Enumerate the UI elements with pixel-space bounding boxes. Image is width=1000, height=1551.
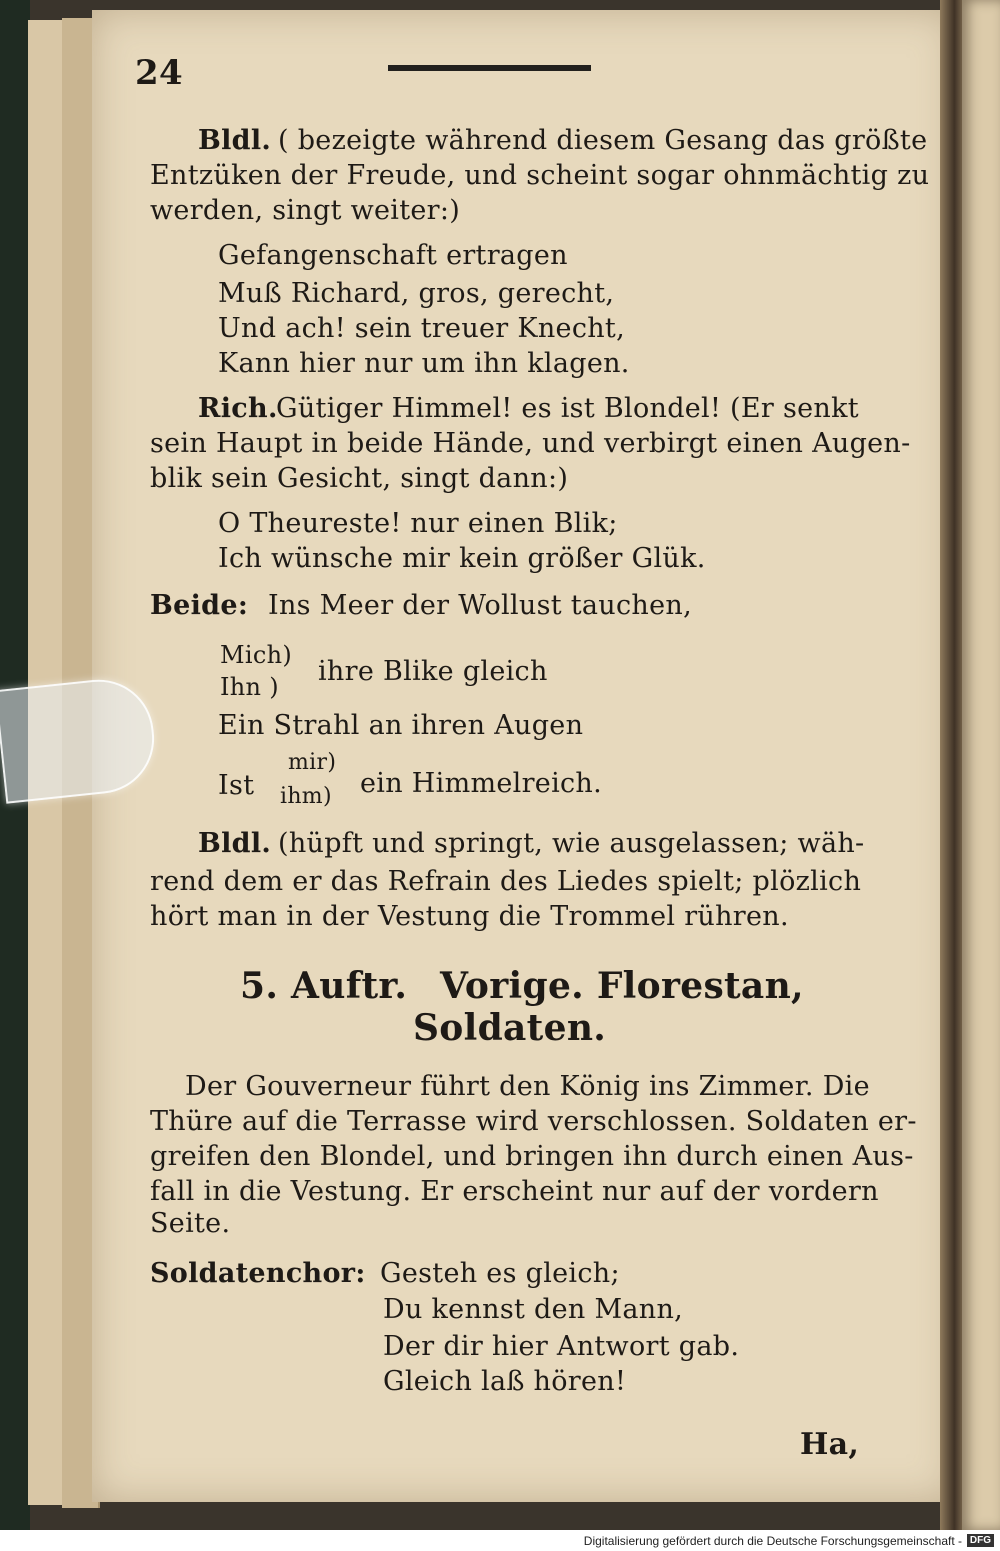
verse-line: Gleich laß hören! xyxy=(383,1366,627,1397)
stage-direction-line: greifen den Blondel, und bringen ihn durch einen Aus- xyxy=(150,1141,914,1172)
bracket-option-ihn: Ihn ) xyxy=(220,673,279,701)
scene-characters-cont: Soldaten. xyxy=(413,1007,607,1049)
dialogue-line: Gütiger Himmel! es ist Blondel! (Er senkt xyxy=(276,393,859,424)
stage-direction-line: werden, singt weiter:) xyxy=(150,195,461,226)
stage-direction-line: rend dem er das Refrain des Liedes spielt; plözlich xyxy=(150,866,862,897)
dfg-logo-icon: DFG xyxy=(967,1534,994,1547)
speaker-blondel-1: Bldl. xyxy=(198,125,272,156)
stage-direction-line: Der Gouverneur führt den König ins Zimmer. Die xyxy=(185,1071,870,1102)
stage-direction-line: ( bezeigte während diesem Gesang das größte xyxy=(278,125,928,156)
stage-direction-line: Thüre auf die Terrasse wird verschlossen. Soldaten er- xyxy=(150,1106,917,1137)
speaker-richard: Rich. xyxy=(198,393,278,424)
catchword: Ha, xyxy=(800,1427,860,1462)
verse-line: Der dir hier Antwort gab. xyxy=(383,1331,740,1362)
verse-line: O Theureste! nur einen Blik; xyxy=(218,508,618,539)
speaker-soldatenchor: Soldatenchor: xyxy=(150,1258,366,1289)
stage-direction-line: hört man in der Vestung die Trommel rühren. xyxy=(150,901,789,932)
facing-page-edge xyxy=(962,0,1000,1530)
verse-line: Ein Strahl an ihren Augen xyxy=(218,710,584,741)
verse-line: Gesteh es gleich; xyxy=(380,1258,620,1289)
verse-line: Du kennst den Mann, xyxy=(383,1294,684,1325)
speaker-beide: Beide: xyxy=(150,590,249,621)
verse-line: Kann hier nur um ihn klagen. xyxy=(218,348,630,379)
book-gutter xyxy=(940,0,964,1530)
verse-line: Ins Meer der Wollust tauchen, xyxy=(268,590,692,621)
verse-word-ist: Ist xyxy=(218,770,255,801)
scene-characters: Vorige. Florestan, xyxy=(440,965,804,1007)
bracket-option-mich: Mich) xyxy=(220,641,293,669)
verse-line: ein Himmelreich. xyxy=(360,768,602,799)
verse-line: Gefangenschaft ertragen xyxy=(218,240,568,271)
verse-line: Muß Richard, gros, gerecht, xyxy=(218,278,615,309)
stage-direction-line: (hüpft und springt, wie ausgelassen; wäh- xyxy=(278,828,865,859)
dialogue-line: sein Haupt in beide Hände, und verbirgt einen Augen- xyxy=(150,428,911,459)
footer-credit-text: Digitalisierung gefördert durch die Deutsche Forschungsgemeinschaft - xyxy=(583,1534,962,1548)
page-number: 24 xyxy=(135,53,183,93)
stage-direction-line: Entzüken der Freude, und scheint sogar ohnmächtig zu xyxy=(150,160,930,191)
stage-direction-line: Seite. xyxy=(150,1208,231,1239)
stage-direction-line: fall in die Vestung. Er erscheint nur auf der vordern xyxy=(150,1176,879,1207)
header-rule xyxy=(388,65,591,71)
verse-line: ihre Blike gleich xyxy=(318,656,548,687)
digitization-footer xyxy=(0,1530,1000,1551)
bracket-option-ihm: ihm) xyxy=(280,784,332,809)
speaker-blondel-2: Bldl. xyxy=(198,828,272,859)
bracket-option-mir: mir) xyxy=(288,750,337,775)
scene-number: 5. Auftr. xyxy=(240,965,408,1007)
dialogue-line: blik sein Gesicht, singt dann:) xyxy=(150,463,569,494)
verse-line: Ich wünsche mir kein größer Glük. xyxy=(218,543,706,574)
verse-line: Und ach! sein treuer Knecht, xyxy=(218,313,625,344)
